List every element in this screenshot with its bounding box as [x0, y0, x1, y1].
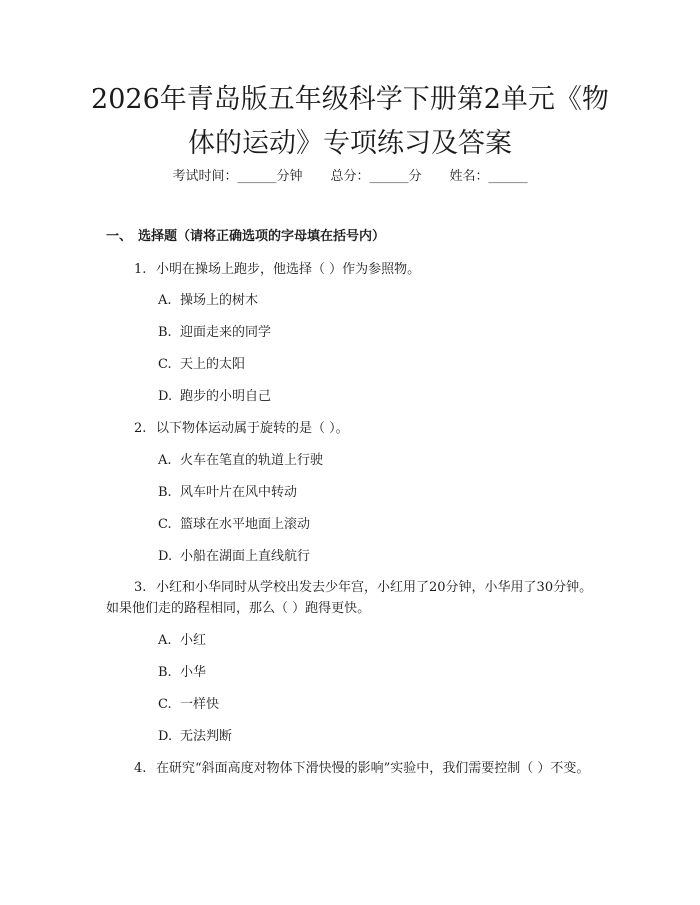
question-text: 在研究“斜面高度对物体下滑快慢的影响”实验中，我们需要控制（ ）不变。 [156, 761, 590, 776]
option-label: A. [158, 633, 172, 648]
option-text: 一样快 [180, 697, 220, 712]
option-label: B. [158, 485, 172, 500]
option-2a [158, 452, 323, 470]
option-2c [158, 516, 310, 534]
option-text: 天上的太阳 [180, 357, 246, 372]
option-1c [158, 356, 245, 374]
option-text: 操场上的树木 [180, 293, 259, 308]
option-text: 无法判断 [180, 729, 233, 744]
option-3b [158, 664, 206, 682]
option-3c [158, 696, 219, 714]
exam-name: 姓名：______ [449, 169, 528, 184]
option-text: 小华 [180, 665, 207, 680]
option-text: 火车在笔直的轨道上行驶 [180, 453, 324, 468]
option-label: A. [158, 293, 172, 308]
exam-time: 考试时间：______分钟 [172, 169, 303, 184]
option-3a [158, 632, 206, 650]
option-text: 小红 [180, 633, 207, 648]
question-2 [106, 418, 600, 439]
option-text: 风车叶片在风中转动 [180, 485, 298, 500]
page-title: 2026年青岛版五年级科学下册第2单元《物体的运动》专项练习及答案 [91, 84, 609, 159]
question-number: 3. [134, 580, 147, 595]
option-label: C. [158, 357, 172, 372]
option-2d [158, 548, 310, 566]
exam-score: 总分：______分 [330, 169, 422, 184]
option-label: B. [158, 325, 172, 340]
option-text: 小船在湖面上直线航行 [180, 549, 311, 564]
question-text: 以下物体运动属于旋转的是（ ）。 [156, 421, 349, 436]
option-3d [158, 728, 232, 746]
option-label: D. [158, 389, 173, 404]
section-number: 一、 [106, 229, 133, 244]
option-1b [158, 324, 271, 342]
option-label: C. [158, 517, 172, 532]
option-label: D. [158, 729, 173, 744]
option-1d [158, 388, 271, 406]
option-text: 篮球在水平地面上滚动 [180, 517, 311, 532]
option-text: 跑步的小明自己 [180, 389, 272, 404]
option-label: A. [158, 453, 172, 468]
option-2b [158, 484, 297, 502]
section-heading [106, 228, 385, 246]
question-number: 1. [134, 262, 147, 277]
section-title: 选择题（请将正确选项的字母填在括号内） [138, 229, 386, 244]
question-3 [106, 577, 600, 619]
question-number: 4. [134, 761, 147, 776]
question-text: 小明在操场上跑步，他选择（ ）作为参照物。 [156, 262, 421, 277]
exam-info [0, 168, 700, 186]
question-text: 小红和小华同时从学校出发去少年宫，小红用了20分钟，小华用了30分钟。如果他们走的路程相同，那么（ ）跑得更快。 [106, 580, 593, 616]
option-label: D. [158, 549, 173, 564]
option-label: C. [158, 697, 172, 712]
question-number: 2. [134, 421, 147, 436]
option-label: B. [158, 665, 172, 680]
question-4 [106, 758, 600, 779]
question-1 [106, 259, 600, 280]
option-text: 迎面走来的同学 [180, 325, 272, 340]
option-1a [158, 292, 258, 310]
